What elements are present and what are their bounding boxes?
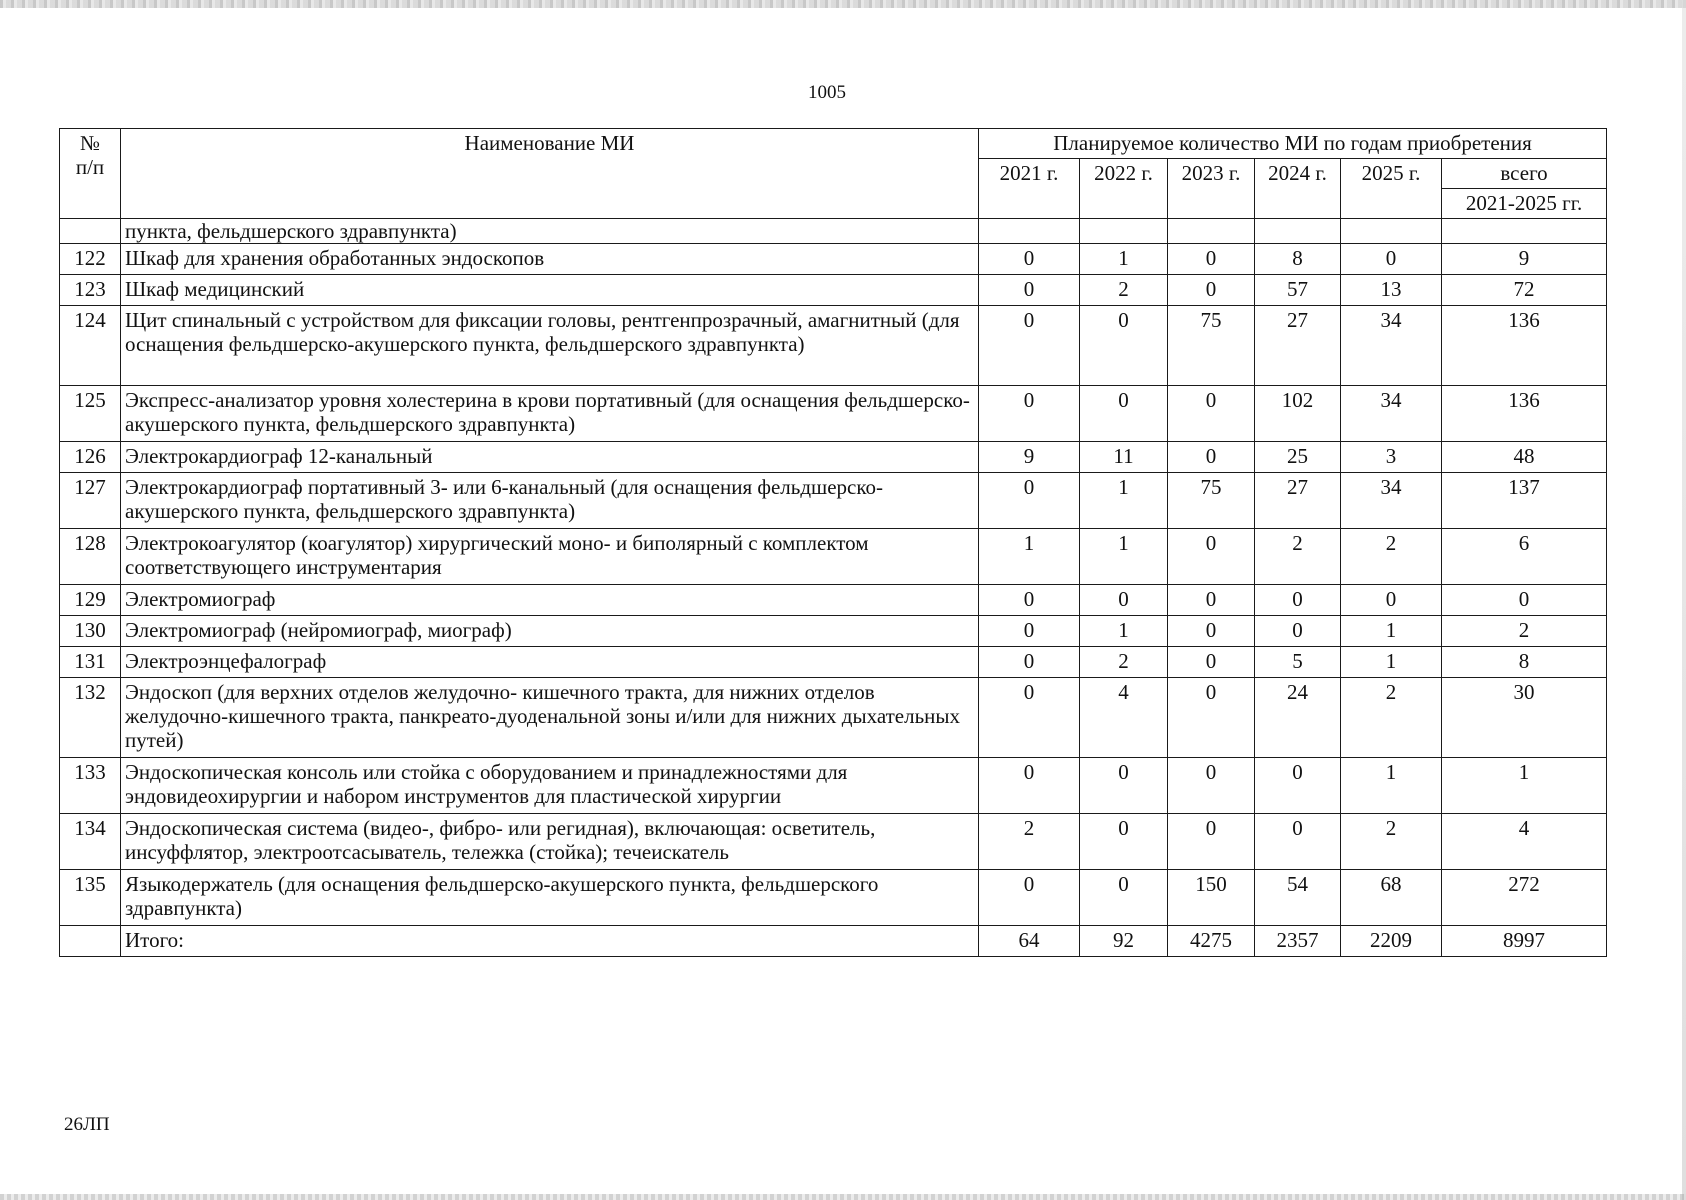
row-year-value: 0 (1168, 386, 1255, 442)
row-total: 8 (1442, 647, 1607, 678)
table-row (60, 442, 1607, 473)
continuation-row (60, 219, 1607, 244)
row-year-value: 0 (979, 758, 1080, 814)
row-year-value: 75 (1168, 473, 1255, 529)
row-number: 126 (60, 442, 121, 473)
continuation-cell (1442, 219, 1607, 244)
row-year-value: 0 (1080, 585, 1168, 616)
row-year-value: 0 (979, 870, 1080, 926)
row-number: 128 (60, 529, 121, 585)
total-year-value: 2357 (1255, 926, 1341, 957)
row-year-value: 5 (1255, 647, 1341, 678)
row-year-value: 0 (979, 275, 1080, 306)
continuation-cell (979, 219, 1080, 244)
row-year-value: 1 (1341, 616, 1442, 647)
row-year-value: 2 (1341, 814, 1442, 870)
table-header (60, 129, 1607, 219)
page-number: 1005 (808, 82, 846, 103)
row-year-value: 2 (1341, 678, 1442, 758)
row-name: Языкодержатель (для оснащения фельдшерско-акушерского пункта, фельдшерского здравпункта) (121, 870, 979, 926)
header-year-2024: 2024 г. (1255, 159, 1341, 219)
row-total: 137 (1442, 473, 1607, 529)
header-year-2025: 2025 г. (1341, 159, 1442, 219)
row-name: Экспресс-анализатор уровня холестерина в крови портативный (для оснащения фельдшерско-акушерского пункта, фельдшерского здравпункта) (121, 386, 979, 442)
row-year-value: 1 (979, 529, 1080, 585)
row-year-value: 27 (1255, 306, 1341, 386)
row-year-value: 1 (1080, 529, 1168, 585)
table-row (60, 306, 1607, 386)
header-total-range: 2021-2025 гг. (1442, 189, 1607, 219)
table-row (60, 814, 1607, 870)
total-year-value: 64 (979, 926, 1080, 957)
row-year-value: 75 (1168, 306, 1255, 386)
row-number: 130 (60, 616, 121, 647)
table-row (60, 758, 1607, 814)
row-total: 136 (1442, 386, 1607, 442)
row-year-value: 2 (1341, 529, 1442, 585)
row-name: Шкаф для хранения обработанных эндоскопов (121, 244, 979, 275)
header-name: Наименование МИ (121, 129, 979, 219)
row-year-value: 0 (979, 386, 1080, 442)
header-year-2021: 2021 г. (979, 159, 1080, 219)
row-name: Электрокоагулятор (коагулятор) хирургический моно- и биполярный с комплектом соответствующего инструментария (121, 529, 979, 585)
row-year-value: 0 (1080, 306, 1168, 386)
row-year-value: 0 (1168, 758, 1255, 814)
continuation-num (60, 219, 121, 244)
row-year-value: 4 (1080, 678, 1168, 758)
table-row (60, 244, 1607, 275)
row-total: 48 (1442, 442, 1607, 473)
row-year-value: 0 (1080, 814, 1168, 870)
row-total: 30 (1442, 678, 1607, 758)
table-row (60, 529, 1607, 585)
row-year-value: 0 (979, 616, 1080, 647)
row-year-value: 11 (1080, 442, 1168, 473)
row-year-value: 0 (1168, 585, 1255, 616)
row-total: 4 (1442, 814, 1607, 870)
row-number: 129 (60, 585, 121, 616)
header-number-line1: № (79, 131, 101, 155)
row-year-value: 150 (1168, 870, 1255, 926)
row-total: 9 (1442, 244, 1607, 275)
row-year-value: 0 (979, 306, 1080, 386)
row-year-value: 0 (979, 244, 1080, 275)
row-year-value: 0 (1168, 814, 1255, 870)
row-name: Электромиограф (121, 585, 979, 616)
continuation-cell (1341, 219, 1442, 244)
row-year-value: 0 (979, 647, 1080, 678)
table-row (60, 585, 1607, 616)
scan-edge-top (0, 0, 1686, 8)
row-number: 125 (60, 386, 121, 442)
row-year-value: 0 (979, 585, 1080, 616)
row-number: 133 (60, 758, 121, 814)
document-code: 26ЛП (64, 1114, 110, 1135)
row-year-value: 102 (1255, 386, 1341, 442)
row-year-value: 34 (1341, 473, 1442, 529)
row-year-value: 9 (979, 442, 1080, 473)
table-row (60, 386, 1607, 442)
row-number: 122 (60, 244, 121, 275)
row-total: 2 (1442, 616, 1607, 647)
row-name: Электрокардиограф 12-канальный (121, 442, 979, 473)
row-name: Электрокардиограф портативный 3- или 6-канальный (для оснащения фельдшерско-акушерского пункта, фельдшерского здравпункта) (121, 473, 979, 529)
row-name: Эндоскопическая консоль или стойка с оборудованием и принадлежностями для эндовидеохирургии и набором инструментов для пластической хирургии (121, 758, 979, 814)
scan-edge-right (1682, 0, 1686, 1200)
table-row (60, 473, 1607, 529)
row-number: 127 (60, 473, 121, 529)
row-total: 6 (1442, 529, 1607, 585)
row-year-value: 8 (1255, 244, 1341, 275)
row-year-value: 1 (1080, 616, 1168, 647)
header-year-2023: 2023 г. (1168, 159, 1255, 219)
total-year-value: 4275 (1168, 926, 1255, 957)
row-year-value: 0 (1255, 814, 1341, 870)
row-year-value: 0 (1341, 244, 1442, 275)
row-name: Электромиограф (нейромиограф, миограф) (121, 616, 979, 647)
total-row-number (60, 926, 121, 957)
scan-edge-bottom (0, 1194, 1686, 1200)
row-year-value: 0 (1168, 678, 1255, 758)
row-year-value: 2 (1255, 529, 1341, 585)
total-year-value: 92 (1080, 926, 1168, 957)
row-year-value: 0 (979, 678, 1080, 758)
row-year-value: 57 (1255, 275, 1341, 306)
row-year-value: 0 (1341, 585, 1442, 616)
row-year-value: 0 (1168, 529, 1255, 585)
table-body (60, 219, 1607, 957)
continuation-cell (1255, 219, 1341, 244)
row-year-value: 2 (1080, 647, 1168, 678)
row-year-value: 0 (1255, 585, 1341, 616)
row-year-value: 24 (1255, 678, 1341, 758)
row-year-value: 1 (1341, 647, 1442, 678)
row-name: Электроэнцефалограф (121, 647, 979, 678)
continuation-cell (1080, 219, 1168, 244)
row-year-value: 68 (1341, 870, 1442, 926)
row-name: Шкаф медицинский (121, 275, 979, 306)
table-row (60, 870, 1607, 926)
row-total: 0 (1442, 585, 1607, 616)
row-total: 72 (1442, 275, 1607, 306)
continuation-cell (1168, 219, 1255, 244)
row-number: 135 (60, 870, 121, 926)
table-row (60, 678, 1607, 758)
row-year-value: 2 (979, 814, 1080, 870)
equipment-table (59, 128, 1607, 957)
row-year-value: 54 (1255, 870, 1341, 926)
table-row (60, 275, 1607, 306)
row-year-value: 1 (1080, 244, 1168, 275)
row-year-value: 0 (979, 473, 1080, 529)
header-group: Планируемое количество МИ по годам приобретения (979, 129, 1607, 159)
total-row (60, 926, 1607, 957)
row-year-value: 0 (1080, 386, 1168, 442)
row-number: 124 (60, 306, 121, 386)
row-year-value: 3 (1341, 442, 1442, 473)
header-number (60, 129, 121, 219)
row-total: 136 (1442, 306, 1607, 386)
header-year-2022: 2022 г. (1080, 159, 1168, 219)
continuation-text: пункта, фельдшерского здравпункта) (121, 219, 979, 244)
row-year-value: 0 (1080, 870, 1168, 926)
total-year-value: 2209 (1341, 926, 1442, 957)
row-name: Эндоскоп (для верхних отделов желудочно- кишечного тракта, для нижних отделов желудочно-кишечного тракта, панкреато-дуоденальной зоны и/или для нижних дыхательных путей) (121, 678, 979, 758)
row-year-value: 0 (1168, 275, 1255, 306)
table-row (60, 616, 1607, 647)
row-year-value: 2 (1080, 275, 1168, 306)
row-year-value: 0 (1168, 244, 1255, 275)
row-year-value: 34 (1341, 306, 1442, 386)
row-total: 272 (1442, 870, 1607, 926)
row-year-value: 1 (1341, 758, 1442, 814)
header-total: всего (1442, 159, 1607, 189)
row-year-value: 0 (1080, 758, 1168, 814)
row-number: 132 (60, 678, 121, 758)
table-row (60, 647, 1607, 678)
row-year-value: 0 (1168, 616, 1255, 647)
row-number: 134 (60, 814, 121, 870)
row-year-value: 0 (1168, 647, 1255, 678)
row-number: 123 (60, 275, 121, 306)
row-year-value: 0 (1255, 758, 1341, 814)
grand-total: 8997 (1442, 926, 1607, 957)
row-number: 131 (60, 647, 121, 678)
row-year-value: 13 (1341, 275, 1442, 306)
row-name: Щит спинальный с устройством для фиксации головы, рентгенпрозрачный, амагнитный (для оснащения фельдшерско-акушерского пункта, фельдшерского здравпункта) (121, 306, 979, 386)
header-number-line2: п/п (75, 155, 105, 179)
row-name: Эндоскопическая система (видео-, фибро- или регидная), включающая: осветитель, инсуффлятор, электроотсасыватель, тележка (стойка); течеискатель (121, 814, 979, 870)
row-year-value: 0 (1168, 442, 1255, 473)
row-year-value: 34 (1341, 386, 1442, 442)
total-label: Итого: (121, 926, 979, 957)
row-year-value: 25 (1255, 442, 1341, 473)
row-year-value: 27 (1255, 473, 1341, 529)
row-total: 1 (1442, 758, 1607, 814)
row-year-value: 1 (1080, 473, 1168, 529)
row-year-value: 0 (1255, 616, 1341, 647)
